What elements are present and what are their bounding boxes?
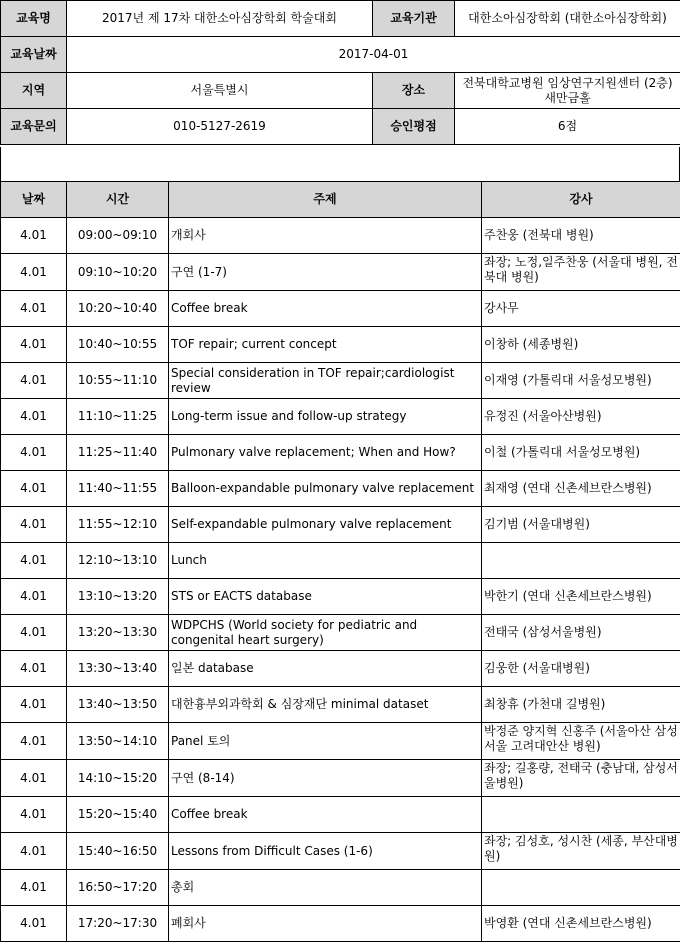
session-topic: 일본 database [169,651,482,687]
session-time: 15:40~16:50 [67,833,169,870]
session-speaker: 박한기 (연대 신촌세브란스병원) [482,579,680,615]
session-date: 4.01 [1,870,67,906]
session-date: 4.01 [1,579,67,615]
session-date: 4.01 [1,723,67,760]
venue-label: 장소 [373,73,455,109]
session-date: 4.01 [1,651,67,687]
region-label: 지역 [1,73,67,109]
venue-value: 전북대학교병원 임상연구지원센터 (2층) 새만금홀 [455,73,680,109]
header-speaker: 강사 [482,182,680,218]
table-row [1,218,680,254]
course-date-value: 2017-04-01 [67,37,680,73]
session-speaker: 전태국 (삼성서울병원) [482,615,680,651]
table-row [1,399,680,435]
credit-points-value: 6점 [455,109,680,145]
info-row-region [1,73,680,109]
session-date: 4.01 [1,833,67,870]
session-speaker: 좌장; 노정,일주찬웅 (서울대 병원, 전북대 병원) [482,254,680,291]
session-date: 4.01 [1,218,67,254]
session-date: 4.01 [1,399,67,435]
session-topic: 폐회사 [169,906,482,942]
section-spacer [0,147,680,181]
session-topic: TOF repair; current concept [169,327,482,363]
session-speaker [482,870,680,906]
organizer-value: 대한소아심장학회 (대한소아심장학회) [455,1,680,37]
schedule-body [1,218,680,942]
session-topic: Panel 토의 [169,723,482,760]
session-date: 4.01 [1,254,67,291]
session-date: 4.01 [1,687,67,723]
session-topic: Coffee break [169,797,482,833]
session-time: 11:40~11:55 [67,471,169,507]
table-row [1,363,680,399]
schedule-table [0,181,680,942]
header-time: 시간 [67,182,169,218]
contact-value: 010-5127-2619 [67,109,373,145]
session-speaker: 강사무 [482,291,680,327]
session-time: 17:20~17:30 [67,906,169,942]
session-time: 15:20~15:40 [67,797,169,833]
table-row [1,760,680,797]
info-row-contact [1,109,680,145]
session-speaker [482,543,680,579]
credit-points-label: 승인평점 [373,109,455,145]
session-date: 4.01 [1,327,67,363]
session-topic: Self-expandable pulmonary valve replacement [169,507,482,543]
table-row [1,651,680,687]
table-row [1,687,680,723]
session-speaker: 주찬웅 (전북대 병원) [482,218,680,254]
session-date: 4.01 [1,543,67,579]
table-row [1,579,680,615]
session-speaker: 이재영 (가톨릭대 서울성모병원) [482,363,680,399]
session-topic: 구연 (1-7) [169,254,482,291]
session-time: 10:20~10:40 [67,291,169,327]
session-date: 4.01 [1,435,67,471]
session-time: 12:10~13:10 [67,543,169,579]
session-speaker: 박영환 (연대 신촌세브란스병원) [482,906,680,942]
session-speaker: 유정진 (서울아산병원) [482,399,680,435]
session-topic: Long-term issue and follow-up strategy [169,399,482,435]
organizer-label: 교육기관 [373,1,455,37]
header-topic: 주제 [169,182,482,218]
session-speaker: 최창휴 (가천대 길병원) [482,687,680,723]
session-time: 13:50~14:10 [67,723,169,760]
session-time: 10:55~11:10 [67,363,169,399]
session-topic: Lessons from Difficult Cases (1-6) [169,833,482,870]
session-topic: Special consideration in TOF repair;cardiologist review [169,363,482,399]
session-speaker [482,797,680,833]
session-speaker: 김기범 (서울대병원) [482,507,680,543]
session-time: 11:10~11:25 [67,399,169,435]
table-row [1,435,680,471]
session-topic: 구연 (8-14) [169,760,482,797]
course-info-table [0,0,680,145]
session-date: 4.01 [1,760,67,797]
course-name-value: 2017년 제 17차 대한소아심장학회 학술대회 [67,1,373,37]
table-row [1,254,680,291]
session-speaker: 김웅한 (서울대병원) [482,651,680,687]
session-topic: Pulmonary valve replacement; When and How? [169,435,482,471]
session-topic: STS or EACTS database [169,579,482,615]
session-time: 11:25~11:40 [67,435,169,471]
session-speaker: 이철 (가톨릭대 서울성모병원) [482,435,680,471]
session-time: 09:10~10:20 [67,254,169,291]
session-date: 4.01 [1,507,67,543]
session-topic: WDPCHS (World society for pediatric and congenital heart surgery) [169,615,482,651]
session-date: 4.01 [1,797,67,833]
table-row [1,797,680,833]
schedule-header-row [1,182,680,218]
table-row [1,471,680,507]
session-speaker: 좌장; 길홍량, 전태국 (충남대, 삼성서울병원) [482,760,680,797]
session-time: 10:40~10:55 [67,327,169,363]
table-row [1,615,680,651]
table-row [1,723,680,760]
session-topic: 총회 [169,870,482,906]
session-time: 13:20~13:30 [67,615,169,651]
session-speaker: 박정준 양지혁 신홍주 (서울아산 삼성서울 고려대안산 병원) [482,723,680,760]
header-date: 날짜 [1,182,67,218]
session-time: 13:30~13:40 [67,651,169,687]
info-row-name [1,1,680,37]
session-speaker: 좌장; 김성호, 성시찬 (세종, 부산대병원) [482,833,680,870]
session-time: 09:00~09:10 [67,218,169,254]
table-row [1,543,680,579]
table-row [1,870,680,906]
session-time: 16:50~17:20 [67,870,169,906]
info-row-date [1,37,680,73]
session-time: 13:40~13:50 [67,687,169,723]
table-row [1,327,680,363]
session-topic: Lunch [169,543,482,579]
session-date: 4.01 [1,471,67,507]
session-date: 4.01 [1,906,67,942]
session-topic: Coffee break [169,291,482,327]
session-time: 11:55~12:10 [67,507,169,543]
table-row [1,833,680,870]
session-date: 4.01 [1,291,67,327]
session-date: 4.01 [1,363,67,399]
table-row [1,906,680,942]
session-topic: 개회사 [169,218,482,254]
region-value: 서울특별시 [67,73,373,109]
session-topic: 대한흉부외과학회 & 심장재단 minimal dataset [169,687,482,723]
course-date-label: 교육날짜 [1,37,67,73]
course-name-label: 교육명 [1,1,67,37]
contact-label: 교육문의 [1,109,67,145]
session-time: 13:10~13:20 [67,579,169,615]
session-date: 4.01 [1,615,67,651]
session-speaker: 최재영 (연대 신촌세브란스병원) [482,471,680,507]
table-row [1,507,680,543]
table-row [1,291,680,327]
session-topic: Balloon-expandable pulmonary valve replacement [169,471,482,507]
session-speaker: 이창하 (세종병원) [482,327,680,363]
session-time: 14:10~15:20 [67,760,169,797]
